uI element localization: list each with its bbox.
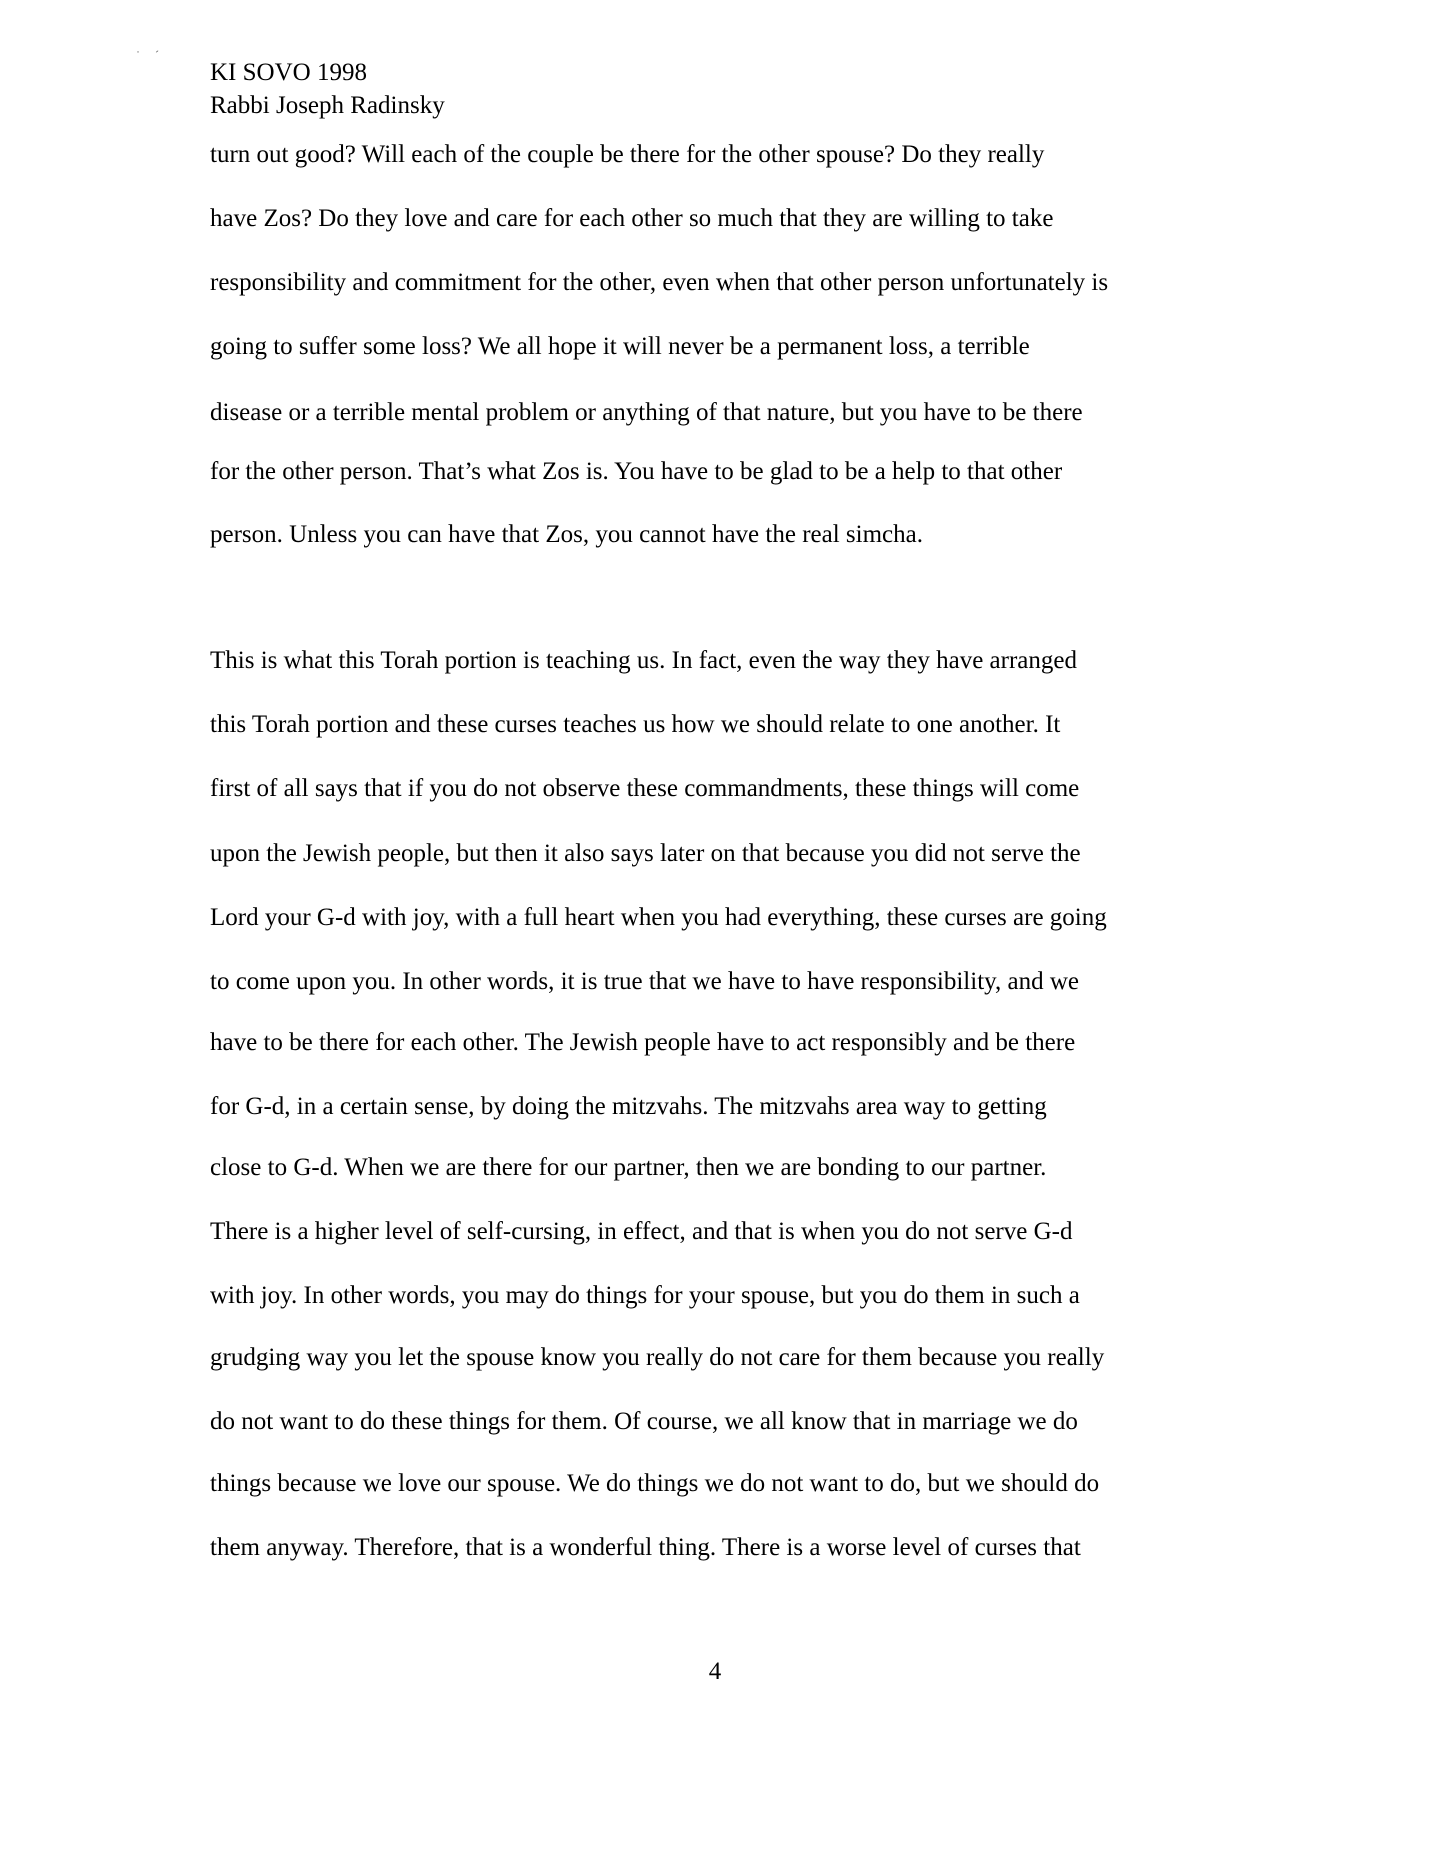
- scan-specks: ˙ ˊ: [136, 48, 165, 62]
- paragraph-1-line-4: going to suffer some loss? We all hope it will never be a permanent loss, a terrible: [210, 333, 1030, 360]
- paragraph-2-line-6: to come upon you. In other words, it is true that we have to have responsibility, and we: [210, 968, 1080, 995]
- paragraph-1-line-2: have Zos? Do they love and care for each other so much that they are willing to take: [210, 205, 1054, 232]
- paragraph-2-line-11: with joy. In other words, you may do things for your spouse, but you do them in such a: [210, 1282, 1080, 1309]
- paragraph-2-line-13: do not want to do these things for them. Of course, we all know that in marriage we do: [210, 1408, 1078, 1435]
- paragraph-1-line-6: for the other person. That’s what Zos is. You have to be glad to be a help to that other: [210, 458, 1063, 485]
- paragraph-1-line-3: responsibility and commitment for the other, even when that other person unfortunately is: [210, 269, 1109, 296]
- paragraph-2-line-14: things because we love our spouse. We do things we do not want to do, but we should do: [210, 1470, 1100, 1497]
- paragraph-2-line-2: this Torah portion and these curses teaches us how we should relate to one another. It: [210, 711, 1061, 738]
- document-header: [210, 56, 445, 122]
- paragraph-1-line-7: person. Unless you can have that Zos, you cannot have the real simcha.: [210, 521, 923, 548]
- paragraph-2-line-1: This is what this Torah portion is teaching us. In fact, even the way they have arranged: [210, 647, 1077, 674]
- document-title: KI SOVO 1998: [210, 59, 367, 86]
- paragraph-1-line-5: disease or a terrible mental problem or anything of that nature, but you have to be there: [210, 399, 1083, 426]
- paragraph-2-line-3: first of all says that if you do not observe these commandments, these things will come: [210, 775, 1080, 802]
- paragraph-2-line-12: grudging way you let the spouse know you really do not care for them because you really: [210, 1344, 1105, 1371]
- paragraph-2-line-4: upon the Jewish people, but then it also says later on that because you did not serve the: [210, 840, 1081, 867]
- paragraph-1-line-1: turn out good? Will each of the couple be there for the other spouse? Do they really: [210, 141, 1045, 168]
- paragraph-2-line-15: them anyway. Therefore, that is a wonderful thing. There is a worse level of curses that: [210, 1534, 1081, 1561]
- page-number: 4: [708, 1658, 722, 1685]
- paragraph-2-line-7: have to be there for each other. The Jewish people have to act responsibly and be there: [210, 1029, 1076, 1056]
- document-author: Rabbi Joseph Radinsky: [210, 92, 445, 119]
- paragraph-2-line-5: Lord your G-d with joy, with a full heart when you had everything, these curses are going: [210, 904, 1107, 931]
- paragraph-2-line-9: close to G-d. When we are there for our partner, then we are bonding to our partner.: [210, 1154, 1047, 1181]
- paragraph-2-line-8: for G-d, in a certain sense, by doing the mitzvahs. The mitzvahs area way to getting: [210, 1093, 1047, 1120]
- paragraph-2-line-10: There is a higher level of self-cursing, in effect, and that is when you do not serve G-d: [210, 1218, 1073, 1245]
